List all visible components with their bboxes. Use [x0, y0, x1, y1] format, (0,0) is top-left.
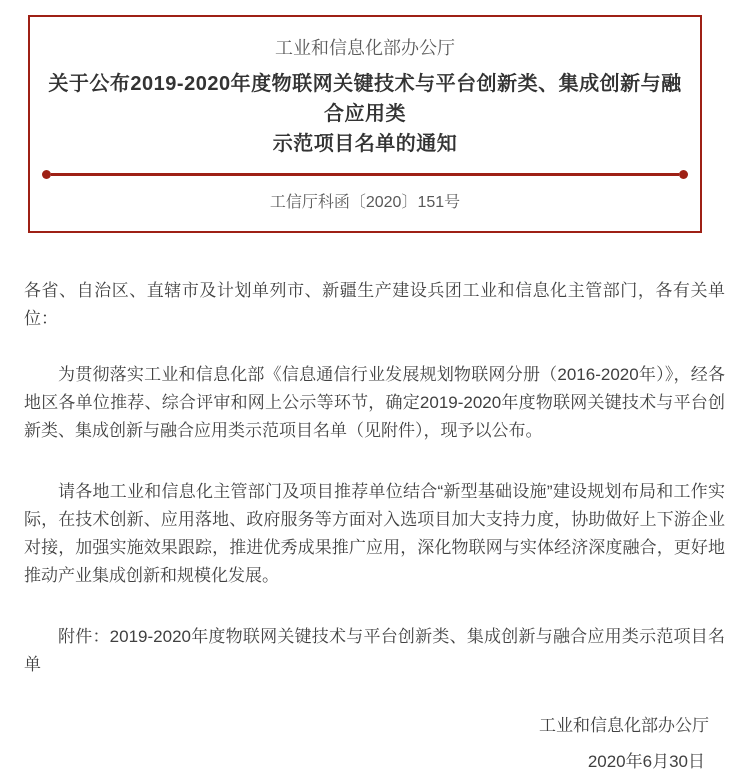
document-number: 工信厅科函〔2020〕151号 — [269, 194, 461, 211]
body-paragraph-1: 为贯彻落实工业和信息化部《信息通信行业发展规划物联网分册（2016-2020年）》，经各地区各单位推荐、综合评审和网上公示等环节，确定2019-2020年度物联网关键技术与平台创新类、集成创新与融合应用类示范项目名单（见附件），现予以公布。 — [24, 365, 725, 440]
notice-header-box — [28, 15, 702, 233]
notice-title-line1: 关于公布2019-2020年度物联网关键技术与平台创新类、集成创新与融合应用类 — [48, 73, 682, 125]
divider-line — [51, 173, 679, 176]
divider-right-dot-icon — [679, 170, 688, 179]
title-divider — [42, 170, 688, 179]
notice-body — [24, 277, 725, 776]
signature-block — [24, 712, 725, 776]
divider-left-dot-icon — [42, 170, 51, 179]
body-paragraph-2: 请各地工业和信息化主管部门及项目推荐单位结合“新型基础设施”建设规划布局和工作实际，在技术创新、应用落地、政府服务等方面对入选项目加大支持力度，协助做好上下游企业对接，加强实施效果跟踪，推进优秀成果推广应用，深化物联网与实体经济深度融合，更好地推动产业集成创新和规模化发展。 — [24, 482, 725, 585]
signature-date: 2020年6月30日 — [587, 752, 705, 771]
notice-title-line2: 示范项目名单的通知 — [272, 133, 458, 155]
salutation-paragraph: 各省、自治区、直辖市及计划单列市、新疆生产建设兵团工业和信息化主管部门，各有关单位： — [24, 281, 725, 328]
signature-org: 工业和信息化部办公厅 — [539, 716, 709, 735]
notice-title — [42, 69, 688, 159]
attachment-paragraph: 附件：2019-2020年度物联网关键技术与平台创新类、集成创新与融合应用类示范项目名单 — [24, 627, 725, 674]
issuing-office-name: 工业和信息化部办公厅 — [275, 38, 455, 58]
